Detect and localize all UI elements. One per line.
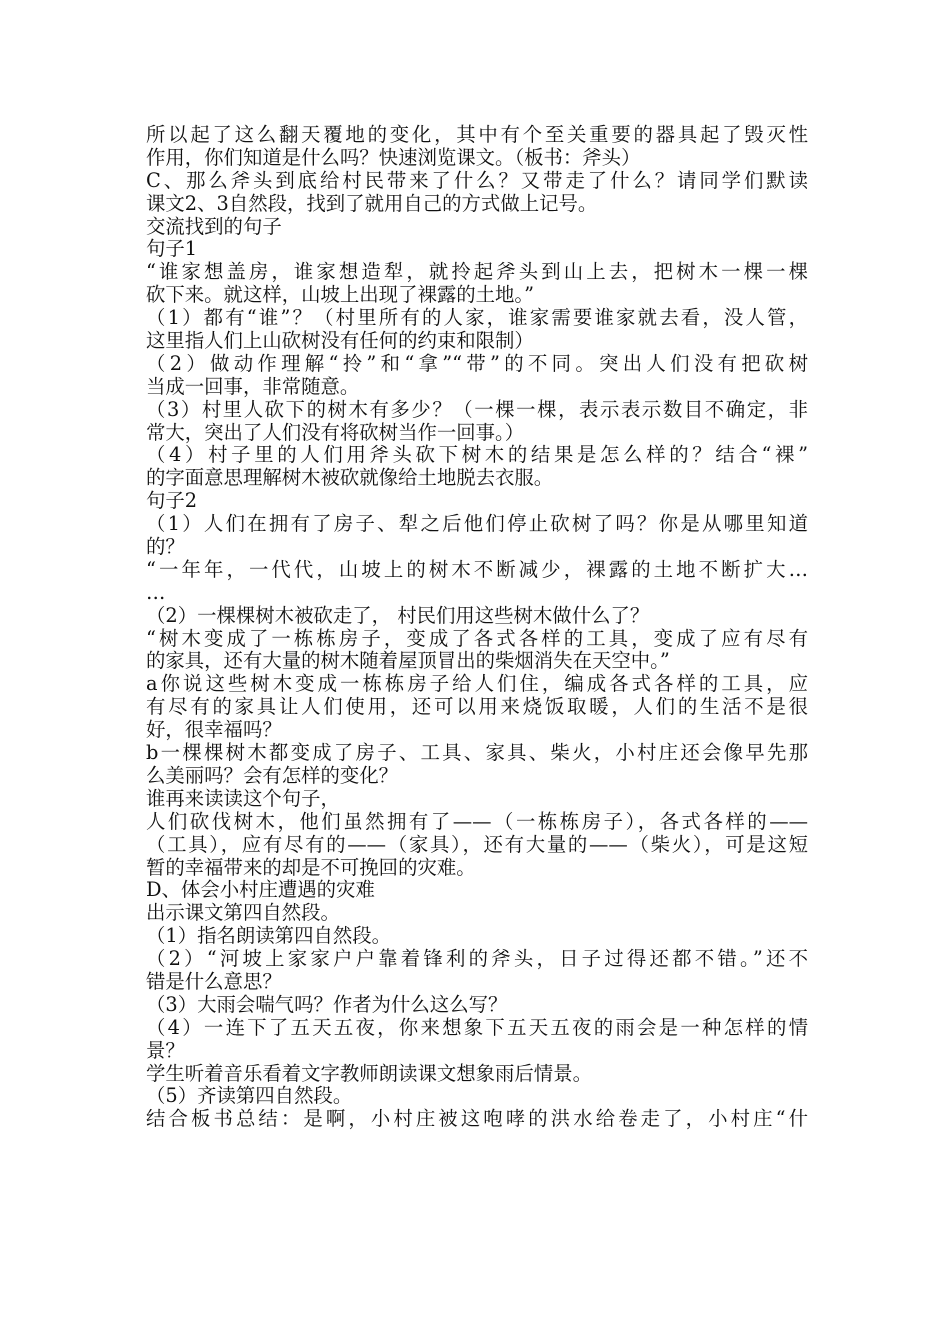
text-line: （5）齐读第四自然段。 — [146, 1084, 353, 1108]
text-line: （4）村子里的人们用斧头砍下树木的结果是怎么样的？结合“裸” — [146, 443, 808, 467]
text-line: 暂的幸福带来的却是不可挽回的灾难。 — [146, 855, 476, 879]
text-line: 谁再来读读这个句子， — [146, 786, 340, 810]
text-line: “谁家想盖房，谁家想造犁，就拎起斧头到山上去，把树木一棵一棵 — [146, 260, 808, 284]
text-line: （1）指名朗读第四自然段。 — [146, 924, 392, 948]
text-line: C、那么斧头到底给村民带来了什么？又带走了什么？请同学们默读 — [146, 168, 808, 192]
text-line: a你说这些树木变成一栋栋房子给人们住，编成各式各样的工具，应 — [146, 672, 808, 696]
text-line: （工具），应有尽有的——（家具），还有大量的——（柴火），可是这短 — [146, 832, 808, 856]
document-page — [146, 124, 808, 1131]
text-line: （2）一棵棵树木被砍走了， 村民们用这些树木做什么了？ — [146, 603, 650, 627]
text-line: 出示课文第四自然段。 — [146, 901, 340, 925]
text-line: 景？ — [146, 1038, 185, 1062]
text-line: 有尽有的家具让人们使用，还可以用来烧饭取暖，人们的生活不是很 — [146, 695, 808, 719]
text-line: 学生听着音乐看着文字教师朗读课文想象雨后情景。 — [146, 1061, 592, 1085]
text-line: （1）都有“谁”？（村里所有的人家，谁家需要谁家就去看，没人管， — [146, 306, 808, 330]
text-line: 结合板书总结：是啊，小村庄被这咆哮的洪水给卷走了，小村庄“什 — [146, 1107, 808, 1131]
text-line: 课文2、3自然段，找到了就用自己的方式做上记号。 — [146, 191, 598, 215]
text-line: 砍下来。就这样，山坡上出现了裸露的土地。” — [146, 283, 535, 307]
text-line: 所以起了这么翻天覆地的变化，其中有个至关重要的器具起了毁灭性 — [146, 123, 808, 146]
text-line: “树木变成了一栋栋房子，变成了各式各样的工具，变成了应有尽有 — [146, 626, 808, 650]
text-line: 句子1 — [146, 237, 198, 261]
text-line: 的家具，还有大量的树木随着屋顶冒出的柴烟消失在天空中。” — [146, 649, 670, 673]
text-line: （1）人们在拥有了房子、犁之后他们停止砍树了吗？你是从哪里知道 — [146, 512, 808, 536]
text-line: D、体会小村庄遭遇的灾难 — [146, 878, 375, 902]
text-line: … — [146, 580, 166, 604]
text-line: 人们砍伐树木，他们虽然拥有了——（一栋栋房子），各式各样的—— — [146, 809, 808, 833]
text-line: 交流找到的句子 — [146, 214, 282, 238]
text-line: 这里指人们上山砍树没有任何的约束和限制） — [146, 329, 534, 353]
text-line: （3）大雨会喘气吗？作者为什么这么写？ — [146, 992, 508, 1016]
text-line: （3）村里人砍下的树木有多少？（一棵一棵，表示表示数目不确定，非 — [146, 397, 808, 421]
text-line: （2）做动作理解“拎”和“拿”“带”的不同。突出人们没有把砍树 — [146, 351, 808, 375]
text-line: 错是什么意思？ — [146, 969, 282, 993]
text-line: 句子2 — [146, 489, 198, 513]
text-line: （2）“河坡上家家户户靠着锋利的斧头，日子过得还都不错。”还不 — [146, 947, 808, 971]
text-line: “一年年，一代代，山坡上的树木不断减少，裸露的土地不断扩大… — [146, 557, 808, 581]
text-line: 的字面意思理解树木被砍就像给土地脱去衣服。 — [146, 466, 554, 490]
text-line: 作用，你们知道是什么吗？快速浏览课文。（板书：斧头） — [146, 145, 641, 169]
text-line: 么美丽吗？会有怎样的变化？ — [146, 763, 399, 787]
text-line: 当成一回事，非常随意。 — [146, 374, 360, 398]
text-line: b一棵棵树木都变成了房子、工具、家具、柴火，小村庄还会像早先那 — [146, 741, 808, 765]
text-line: 好，很幸福吗？ — [146, 718, 282, 742]
text-line: 常大，突出了人们没有将砍树当作一回事。） — [146, 420, 525, 444]
text-line: （4）一连下了五天五夜，你来想象下五天五夜的雨会是一种怎样的情 — [146, 1015, 808, 1039]
text-line: 的？ — [146, 535, 185, 559]
